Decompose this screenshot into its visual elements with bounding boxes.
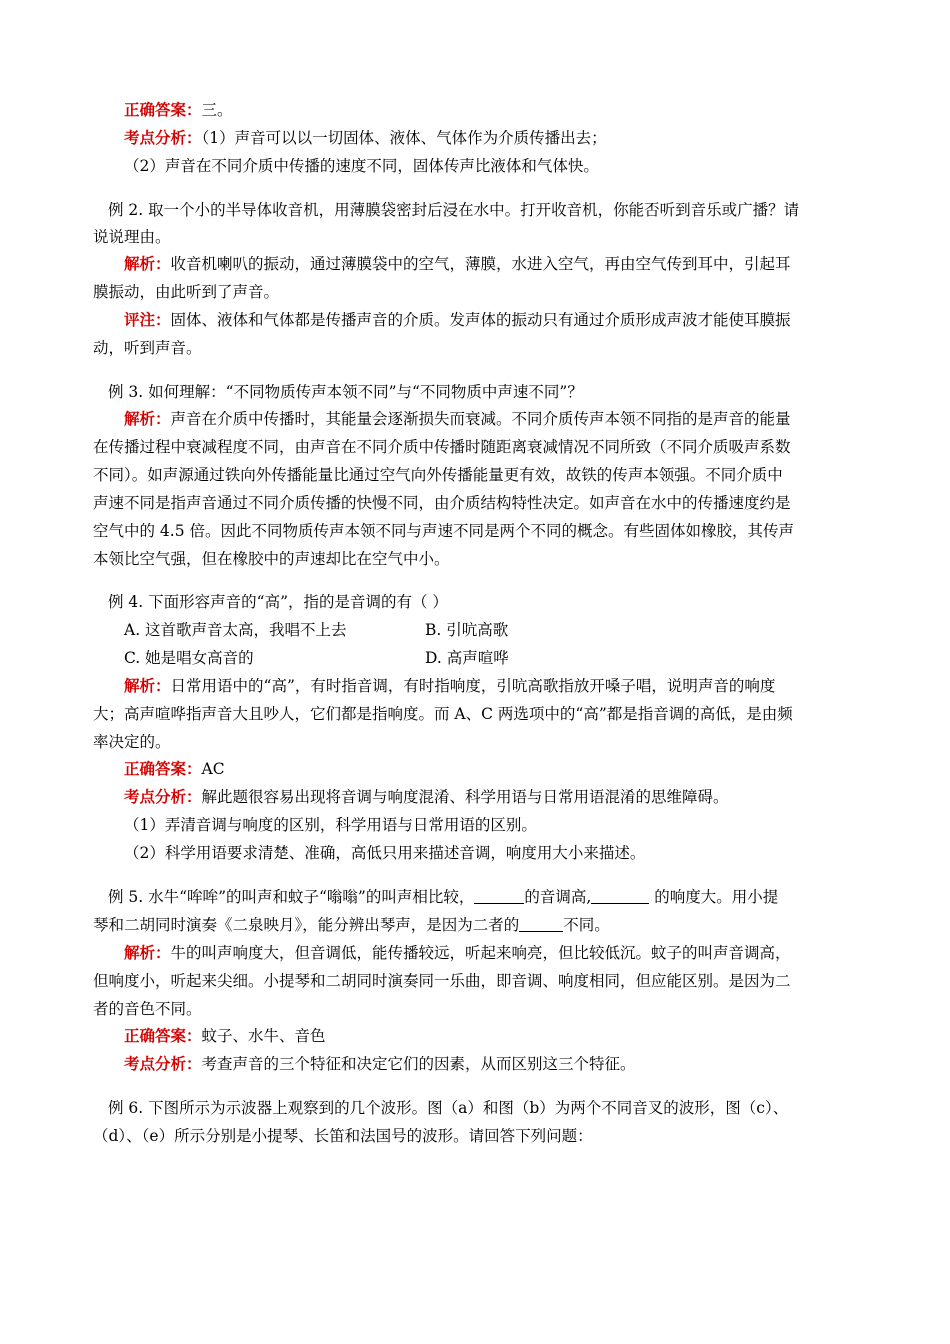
ex4-point-2: （2）科学用语要求清楚、准确，高低只用来描述音调，响度用大小来描述。 [124, 844, 646, 862]
ex3-analysis-6: 本领比空气强，但在橡胶中的声速却比在空气中小。 [93, 550, 450, 568]
ex2-question-2: 说说理由。 [93, 228, 171, 246]
ex3-analysis-2: 在传播过程中衰减程度不同，由声音在不同介质中传播时随距离衰减情况不同所致（不同介质吸声系数 [93, 438, 791, 456]
ex5-question-1b: 的音调高, [524, 888, 592, 906]
ex3-analysis-1: 声音在介质中传播时，其能量会逐渐损失而衰减。不同介质传声本领不同指的是声音的能量 [170, 410, 791, 428]
ex5-answer: 蚊子、水牛、音色 [201, 1027, 326, 1045]
ex1-answer-line [124, 99, 233, 121]
point-label: 考点分析： [124, 1055, 202, 1073]
ex2-comment-1: 固体、液体和气体都是传播声音的介质。发声体的振动只有通过介质形成声波才能使耳膜振 [170, 311, 791, 329]
ex1-point-line [124, 127, 607, 149]
ex5-analysis-1: 牛的叫声响度大，但音调低，能传播较远，听起来响亮，但比较低沉。蚊子的叫声音调高， [170, 944, 791, 962]
analysis-label: 解析： [124, 410, 171, 428]
ex5-answer-line [124, 1025, 326, 1047]
ex2-analysis-2: 膜振动，由此听到了声音。 [93, 283, 280, 301]
ex4-answer: AC [201, 760, 225, 778]
ex3-analysis-5: 空气中的 4.5 倍。因此不同物质传声本领不同与声速不同是两个不同的概念。有些固体如橡胶，其传声 [93, 522, 795, 540]
ex4-analysis-line [124, 675, 775, 697]
ex1-answer: 三。 [201, 101, 233, 119]
ex3-analysis-line [124, 408, 791, 430]
ex4-option-a: A. 这首歌声音太高，我唱不上去 [124, 621, 347, 639]
ex4-question: 例 4. 下面形容声音的“高”，指的是音调的有（ ） [108, 593, 448, 611]
ex5-question-1c: 的响度大。用小提 [649, 888, 779, 906]
answer-label: 正确答案： [124, 760, 202, 778]
ex1-point-1: （1）声音可以以一切固体、液体、气体作为介质传播出去； [201, 129, 607, 147]
comment-label: 评注： [124, 311, 171, 329]
ex4-point: 解此题很容易出现将音调与响度混淆、科学用语与日常用语混淆的思维障碍。 [201, 788, 729, 806]
ex5-analysis-2: 但响度小，听起来尖细。小提琴和二胡同时演奏同一乐曲，即音调、响度相同，但应能区别。是因为二 [93, 972, 791, 990]
ex4-option-b: B. 引吭高歌 [425, 621, 509, 639]
ex4-analysis-2: 大；高声喧哗指声音大且吵人，它们都是指响度。而 A、C 两选项中的“高”都是指音调的高低，是由频 [93, 705, 793, 723]
ex4-option-d: D. 高声喧哗 [425, 649, 509, 667]
ex2-comment-2: 动，听到声音。 [93, 339, 202, 357]
analysis-label: 解析： [124, 944, 171, 962]
ex5-question-2 [93, 914, 610, 936]
ex6-question-2: （d）、（e）所示分别是小提琴、长笛和法国号的波形。请回答下列问题： [93, 1127, 593, 1145]
point-label: 考点分析： [124, 788, 202, 806]
ex5-question-1 [108, 886, 778, 908]
answer-blank-1[interactable] [474, 887, 524, 904]
point-label: 考点分析： [124, 129, 202, 147]
answer-label: 正确答案： [124, 101, 202, 119]
ex5-question-2b: 不同。 [563, 916, 610, 934]
ex4-answer-line [124, 758, 225, 780]
ex2-analysis-1: 收音机喇叭的振动，通过薄膜袋中的空气，薄膜，水进入空气，再由空气传到耳中，引起耳 [170, 255, 791, 273]
ex2-comment-line [124, 309, 791, 331]
ex4-option-c: C. 她是唱女高音的 [124, 649, 254, 667]
ex4-point-line [124, 786, 729, 808]
ex5-analysis-line [124, 942, 791, 964]
ex1-point-2: （2）声音在不同介质中传播的速度不同，固体传声比液体和气体快。 [124, 157, 599, 175]
ex6-question-1: 例 6. 下图所示为示波器上观察到的几个波形。图（a）和图（b）为两个不同音叉的波形，图（c）、 [108, 1099, 789, 1117]
answer-blank-3[interactable] [519, 915, 563, 932]
answer-blank-2[interactable] [591, 887, 649, 904]
analysis-label: 解析： [124, 677, 171, 695]
ex5-question-2a: 琴和二胡同时演奏《二泉映月》，能分辨出琴声，是因为二者的 [93, 916, 520, 934]
ex4-analysis-3: 率决定的。 [93, 733, 171, 751]
ex5-analysis-3: 者的音色不同。 [93, 1000, 202, 1018]
ex3-analysis-4: 声速不同是指声音通过不同介质传播的快慢不同，由介质结构特性决定。如声音在水中的传播速度约是 [93, 494, 791, 512]
ex5-question-1a: 例 5. 水牛“哞哞”的叫声和蚊子“嗡嗡”的叫声相比较， [108, 888, 475, 906]
ex5-point: 考查声音的三个特征和决定它们的因素，从而区别这三个特征。 [201, 1055, 636, 1073]
ex3-analysis-3: 不同）。如声源通过铁向外传播能量比通过空气向外传播能量更有效，故铁的传声本领强。不同介质中 [93, 466, 783, 484]
ex2-question-1: 例 2. 取一个小的半导体收音机，用薄膜袋密封后浸在水中。打开收音机，你能否听到音乐或广播？请 [108, 201, 800, 219]
ex4-analysis-1: 日常用语中的“高”，有时指音调，有时指响度，引吭高歌指放开嗓子唱，说明声音的响度 [170, 677, 776, 695]
answer-label: 正确答案： [124, 1027, 202, 1045]
ex5-point-line [124, 1053, 636, 1075]
ex2-analysis-line [124, 253, 791, 275]
ex4-point-1: （1）弄清音调与响度的区别，科学用语与日常用语的区别。 [124, 816, 537, 834]
analysis-label: 解析： [124, 255, 171, 273]
ex3-question: 例 3. 如何理解：“不同物质传声本领不同”与“不同物质中声速不同”？ [108, 383, 583, 401]
